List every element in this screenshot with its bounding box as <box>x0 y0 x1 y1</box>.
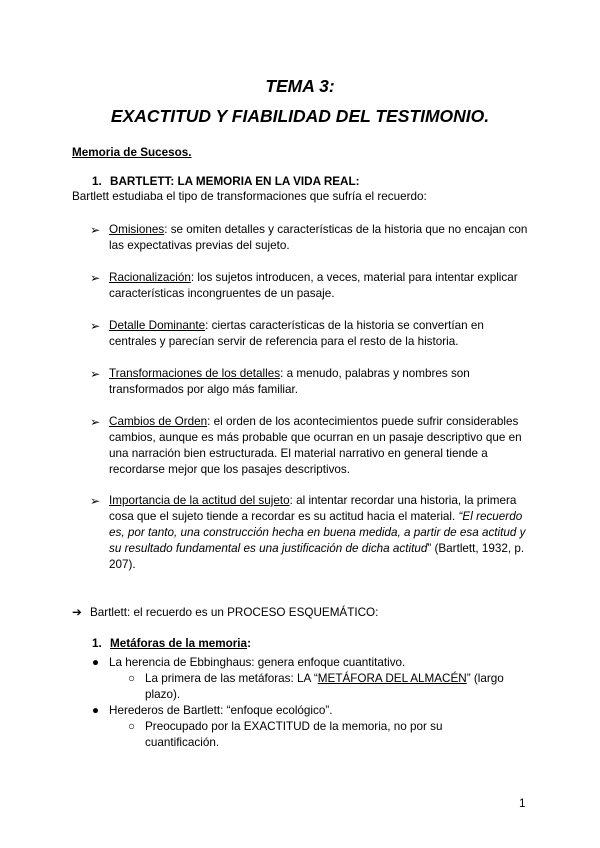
list-item-detalle-dominante <box>90 318 530 350</box>
item-text: : se omiten detalles y características de la historia que no encajan con las expectativas previas del sujeto. <box>109 223 528 252</box>
title-line-1: TEMA 3: <box>265 76 335 96</box>
bullet-ebbinghaus <box>92 655 405 671</box>
item-term: Omisiones <box>109 223 165 236</box>
list-item-cambios-orden <box>90 414 530 478</box>
arrow-bullet-icon: ➢ <box>90 494 101 508</box>
item-term: Cambios de Orden <box>109 415 208 428</box>
arrow-bullet-icon: ➢ <box>90 319 101 333</box>
heading-bartlett <box>92 174 360 190</box>
circle-bullet-icon: ○ <box>128 672 136 685</box>
arrow-bullet-icon: ➢ <box>90 415 101 429</box>
citation-text: ” (Bartlett, 1932, p. 207). <box>109 542 525 571</box>
item-text: : a menudo, palabras y nombres son transformados por algo más familiar. <box>109 367 470 396</box>
sub-text-before: La primera de las metáforas: LA “ <box>145 672 318 685</box>
list-item-omisiones <box>90 222 530 254</box>
item-text: : al intentar recordar una historia, la primera cosa que el sujeto tiende a recordar es su actitud hacia el material. <box>109 494 517 523</box>
item-term: Detalle Dominante <box>109 319 206 332</box>
arrow-bullet-icon: ➢ <box>90 223 101 237</box>
item-term: Racionalización <box>109 271 191 284</box>
summary-line <box>72 605 378 621</box>
item-term: Importancia de la actitud del sujeto <box>109 494 290 507</box>
list-item-actitud-sujeto <box>90 493 530 573</box>
circle-bullet-icon: ○ <box>128 720 136 733</box>
item-term: Transformaciones de los detalles <box>109 367 281 380</box>
heading-number: 1. <box>92 637 102 650</box>
bullet-dot-icon: ● <box>92 656 100 669</box>
sub-text: Preocupado por la EXACTITUD de la memoria, no por su cuantificación. <box>145 720 443 749</box>
heading-label: Metáforas de la memoria <box>110 637 248 650</box>
bullet-text: Herederos de Bartlett: “enfoque ecológico”. <box>109 704 333 717</box>
section-heading: Memoria de Sucesos. <box>72 146 192 159</box>
heading-colon: : <box>247 637 251 650</box>
summary-text: Bartlett: el recuerdo es un PROCESO ESQUEMÁTICO: <box>90 606 379 619</box>
item-text: : los sujetos introducen, a veces, material para intentar explicar características incongruentes de un pasaje. <box>109 271 518 300</box>
list-item-racionalizacion <box>90 270 530 302</box>
title-line-2: EXACTITUD Y FIABILIDAD DEL TESTIMONIO. <box>110 106 490 126</box>
heading-number: 1. <box>92 175 102 188</box>
bullet-herederos <box>92 703 333 719</box>
sub-bullet-almacen <box>128 671 508 703</box>
sub-text-after: ” (largo plazo). <box>145 672 504 701</box>
heading-label: BARTLETT: LA MEMORIA EN LA VIDA REAL: <box>110 175 360 188</box>
item-text: : el orden de los acontecimientos puede sufrir considerables cambios, aunque es más probable que ocurran en un pasaje descriptivo que en una narración bien estructurada. El material narrativo en general tiende a recordarse mejor que los pasajes descriptivos. <box>109 415 522 476</box>
sub-term: METÁFORA DEL ALMACÉN <box>317 672 467 685</box>
item-text: : ciertas características de la historia se convertían en centrales y parecían servir de referencia para el resto de la historia. <box>109 319 484 348</box>
arrow-bullet-icon: ➢ <box>90 367 101 381</box>
sub-bullet-exactitud <box>128 719 508 751</box>
page-number: 1 <box>519 797 526 810</box>
arrow-bullet-icon: ➢ <box>90 271 101 285</box>
heading-metaforas <box>92 636 251 652</box>
bullet-text: La herencia de Ebbinghaus: genera enfoque cuantitativo. <box>109 656 406 669</box>
bullet-dot-icon: ● <box>92 704 100 717</box>
list-item-transformaciones <box>90 366 530 398</box>
intro-text: Bartlett estudiaba el tipo de transformaciones que sufría el recuerdo: <box>72 190 427 203</box>
quote-text: “El recuerdo es, por tanto, una construcción hecha en buena medida, a partir de esa actitud y su resultado fundamental es una justificación de dicha actitud <box>109 510 526 555</box>
right-arrow-icon: ➔ <box>72 606 82 619</box>
